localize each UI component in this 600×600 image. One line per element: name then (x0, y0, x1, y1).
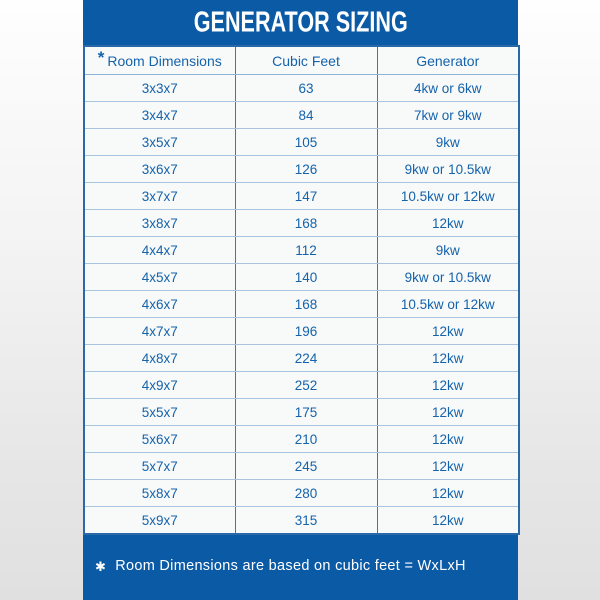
table-row (84, 291, 519, 318)
table-row (84, 453, 519, 480)
cubic-feet-cell: 168 (235, 291, 377, 318)
asterisk-note-icon: * (97, 47, 105, 67)
generator-cell: 12kw (377, 318, 519, 345)
table-row (84, 372, 519, 399)
room-dimensions-cell: 4x7x7 (84, 318, 235, 345)
room-dimensions-cell: 4x4x7 (84, 237, 235, 264)
generator-cell: 12kw (377, 453, 519, 480)
cubic-feet-cell: 252 (235, 372, 377, 399)
title-band (83, 0, 518, 45)
cubic-feet-cell: 147 (235, 183, 377, 210)
table-row (84, 129, 519, 156)
sizing-table (83, 45, 520, 535)
table-row (84, 264, 519, 291)
cubic-feet-cell: 84 (235, 102, 377, 129)
cubic-feet-cell: 105 (235, 129, 377, 156)
cubic-feet-cell: 196 (235, 318, 377, 345)
asterisk-star-icon: ✱ (95, 558, 107, 574)
room-dimensions-cell: 5x9x7 (84, 507, 235, 535)
cubic-feet-cell: 126 (235, 156, 377, 183)
cubic-feet-cell: 140 (235, 264, 377, 291)
table-row (84, 102, 519, 129)
table-row (84, 237, 519, 264)
table-body (84, 75, 519, 535)
header-cubic-feet: Cubic Feet (235, 46, 377, 75)
table-row (84, 507, 519, 535)
room-dimensions-cell: 4x8x7 (84, 345, 235, 372)
room-dimensions-cell: 3x8x7 (84, 210, 235, 237)
generator-cell: 12kw (377, 345, 519, 372)
generator-cell: 12kw (377, 372, 519, 399)
table-row (84, 75, 519, 102)
generator-cell: 9kw (377, 129, 519, 156)
table-row (84, 426, 519, 453)
header-room-dimensions (84, 46, 235, 75)
room-dimensions-cell: 5x8x7 (84, 480, 235, 507)
room-dimensions-cell: 5x5x7 (84, 399, 235, 426)
room-dimensions-cell: 3x6x7 (84, 156, 235, 183)
table-row (84, 480, 519, 507)
cubic-feet-cell: 112 (235, 237, 377, 264)
cubic-feet-cell: 245 (235, 453, 377, 480)
cubic-feet-cell: 315 (235, 507, 377, 535)
page-title: GENERATOR SIZING (193, 6, 408, 38)
cubic-feet-cell: 63 (235, 75, 377, 102)
table-row (84, 156, 519, 183)
table-row (84, 210, 519, 237)
cubic-feet-cell: 280 (235, 480, 377, 507)
room-dimensions-cell: 4x6x7 (84, 291, 235, 318)
cubic-feet-cell: 175 (235, 399, 377, 426)
table-row (84, 345, 519, 372)
generator-cell: 4kw or 6kw (377, 75, 519, 102)
generator-cell: 7kw or 9kw (377, 102, 519, 129)
table-row (84, 318, 519, 345)
table-row (84, 399, 519, 426)
cubic-feet-cell: 210 (235, 426, 377, 453)
cubic-feet-cell: 168 (235, 210, 377, 237)
footnote-text: Room Dimensions are based on cubic feet = WxLxH (115, 557, 466, 574)
generator-cell: 12kw (377, 210, 519, 237)
room-dimensions-cell: 3x3x7 (84, 75, 235, 102)
room-dimensions-cell: 3x7x7 (84, 183, 235, 210)
room-dimensions-cell: 5x6x7 (84, 426, 235, 453)
generator-cell: 9kw or 10.5kw (377, 156, 519, 183)
header-generator: Generator (377, 46, 519, 75)
room-dimensions-cell: 3x4x7 (84, 102, 235, 129)
generator-cell: 12kw (377, 480, 519, 507)
generator-sizing-panel (83, 0, 518, 600)
room-dimensions-cell: 3x5x7 (84, 129, 235, 156)
cubic-feet-cell: 224 (235, 345, 377, 372)
generator-cell: 12kw (377, 399, 519, 426)
generator-cell: 9kw or 10.5kw (377, 264, 519, 291)
generator-cell: 10.5kw or 12kw (377, 183, 519, 210)
generator-cell: 10.5kw or 12kw (377, 291, 519, 318)
generator-cell: 12kw (377, 507, 519, 535)
room-dimensions-cell: 4x9x7 (84, 372, 235, 399)
room-dimensions-cell: 5x7x7 (84, 453, 235, 480)
table-header-row (84, 46, 519, 75)
room-dimensions-cell: 4x5x7 (84, 264, 235, 291)
generator-cell: 9kw (377, 237, 519, 264)
generator-cell: 12kw (377, 426, 519, 453)
header-room-dimensions-label: Room Dimensions (107, 52, 222, 69)
table-row (84, 183, 519, 210)
footnote (83, 535, 518, 600)
